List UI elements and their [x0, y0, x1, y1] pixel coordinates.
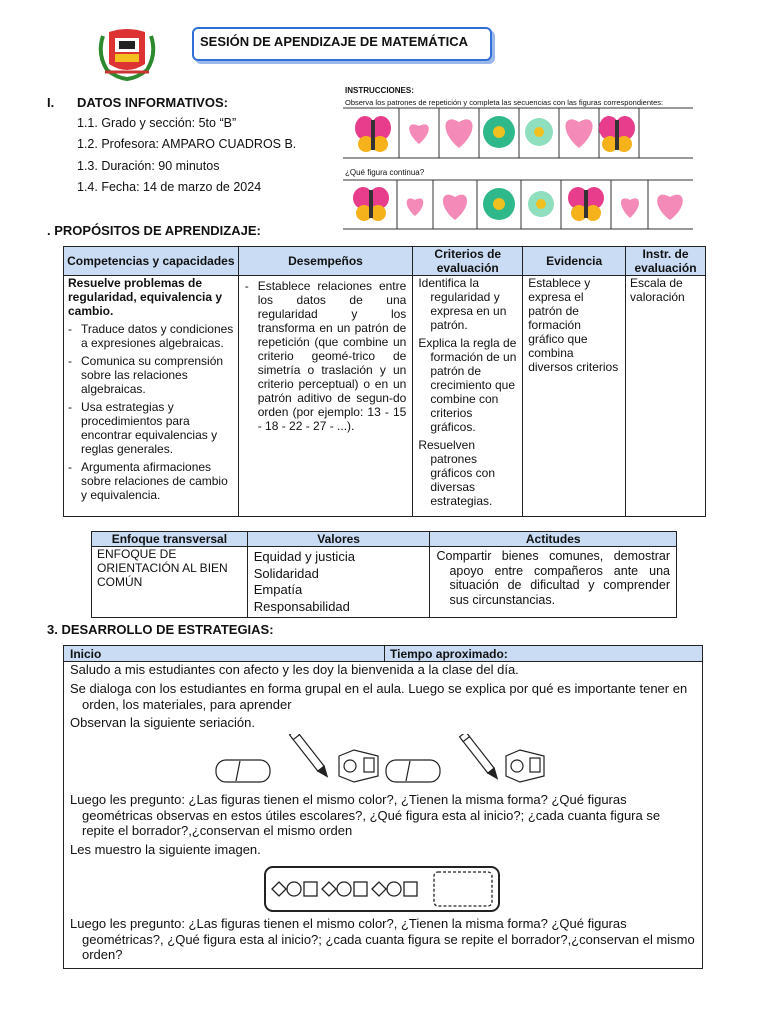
competencias-cell: [64, 276, 239, 517]
paragraph-preguntas-1: Luego les pregunto: ¿Las figuras tienen el mismo color?, ¿Tienen la misma forma? ¿Qué figuras geométricas observas en estos útiles escolares?, ¿Qué figura esta al inicio?; ¿cada cuanta figura se repite el borrador?,¿conservan el mismo orden: [70, 792, 661, 838]
header-desempenos: Desempeños: [238, 247, 413, 276]
actitudes-cell: [430, 547, 677, 618]
criterio-item: Identifica la regularidad y expresa en un patrón.: [418, 276, 507, 332]
actitudes-text: Compartir bienes comunes, demostrar apoyo entre compañeros ante una situación de dificultad y comprender sus circunstancias.: [436, 549, 670, 607]
desarrollo-header: [64, 646, 702, 662]
capacidad-item: - Traduce datos y condiciones a expresiones algebraicas.: [68, 322, 234, 350]
header-evidencia: Evidencia: [523, 247, 626, 276]
header-actitudes: Actitudes: [430, 532, 677, 547]
paragraph-preguntas-2: Luego les pregunto: ¿Las figuras tienen el mismo color?, ¿Tienen la misma forma? ¿Qué figuras geométricas?, ¿Qué figura esta al inicio?; ¿cada cuanta figura se repite el borrador?,¿conservan el mismo orden?: [70, 916, 695, 962]
competencia-title: Resuelve problemas de regularidad, equivalencia y cambio.: [68, 276, 223, 318]
enfoque-cell: [92, 547, 248, 618]
header-criterios: Criterios de evaluación: [413, 247, 523, 276]
capacidad-item: - Argumenta afirmaciones sobre relaciones de cambio y equivalencia.: [68, 460, 234, 502]
desarrollo-box: [63, 645, 703, 969]
inicio-label: Inicio: [70, 647, 102, 661]
datos-heading-number: I.: [47, 95, 55, 110]
criterios-cell: [413, 276, 523, 517]
propositos-heading: . PROPÓSITOS DE APRENDIZAJE:: [47, 223, 261, 238]
instrumento-text: Escala de valoración: [630, 276, 685, 304]
info-duracion: 1.3. Duración: 90 minutos: [77, 159, 220, 173]
header-instrumento: Instr. de evaluación: [626, 247, 706, 276]
valor-item: Solidaridad: [253, 565, 319, 581]
valor-item: Empatía: [253, 582, 303, 597]
pattern-sequences-icon: [343, 84, 693, 234]
criterio-item: Explica la regla de formación de un patrón de crecimiento que combine con criterios gráficos.: [418, 336, 517, 434]
tiempo-label: Tiempo aproximado:: [390, 647, 508, 661]
capacidad-item: - Comunica su comprensión sobre las relaciones algebraicas.: [68, 354, 234, 396]
instructions-question: ¿Qué figura continua?: [345, 168, 425, 177]
instrumento-cell: [626, 276, 706, 517]
info-fecha: 1.4. Fecha: 14 de marzo de 2024: [77, 180, 262, 194]
school-supplies-sequence-icon: [214, 734, 554, 790]
info-profesora: 1.2. Profesora: AMPARO CUADROS B.: [77, 137, 297, 151]
enfoque-table: [91, 531, 677, 618]
paragraph-imagen: Les muestro la siguiente imagen.: [70, 842, 261, 857]
instructions-text: Observa los patrones de repetición y completa las secuencias con las figuras correspondientes:: [345, 98, 664, 107]
header-enfoque: Enfoque transversal: [92, 532, 248, 547]
instructions-image: [343, 84, 693, 234]
valores-cell: [247, 547, 430, 618]
valor-item: Equidad y justicia: [253, 549, 355, 564]
desarrollo-heading: 3. DESARROLLO DE ESTRATEGIAS:: [47, 622, 274, 637]
header-competencias: Competencias y capacidades: [64, 247, 239, 276]
paragraph-dialogo: Se dialoga con los estudiantes en forma grupal en el aula. Luego se explica por qué es importante tener en orden, los materiales, para aprender: [70, 681, 688, 712]
shape-pattern-icon: [264, 866, 504, 914]
enfoque-text: ENFOQUE DE ORIENTACIÓN AL BIEN COMÚN: [97, 547, 228, 589]
desempenos-cell: [238, 276, 413, 517]
desempeno-item: - Establece relaciones entre los datos de una regularidad y los transforma en un patrón de repetición (que combine un criterio geomé-trico de simetría o traslación y un criterio perceptual) o en un patrón aditivo de segun-do orden (por ejemplo: 13 - 15 - 18 - 22 - 27 - ...).: [245, 279, 407, 433]
page-title-box: [192, 27, 492, 61]
valor-item: Responsabilidad: [253, 598, 350, 614]
criterio-item: Resuelven patrones gráficos con diversas estrategias.: [418, 438, 496, 508]
capacidad-item: - Usa estrategias y procedimientos para encontrar equivalencias y reglas generales.: [68, 400, 234, 456]
school-crest-icon: [95, 26, 160, 81]
instructions-title: INSTRUCCIONES:: [345, 86, 414, 95]
info-grado: 1.1. Grado y sección: 5to “B”: [77, 116, 237, 130]
paragraph-seriacion: Observan la siguiente seriación.: [70, 715, 255, 730]
page-title: SESIÓN DE APENDIZAJE DE MATEMÁTICA: [200, 34, 468, 49]
paragraph-saludo: Saludo a mis estudiantes con afecto y les doy la bienvenida a la clase del día.: [70, 662, 519, 677]
evidencia-text: Establece y expresa el patrón de formación gráfico que combina diversos criterios: [528, 276, 619, 374]
header-valores: Valores: [247, 532, 430, 547]
datos-heading: DATOS INFORMATIVOS:: [77, 95, 228, 110]
propositos-table: [63, 246, 706, 517]
evidencia-cell: [523, 276, 626, 517]
